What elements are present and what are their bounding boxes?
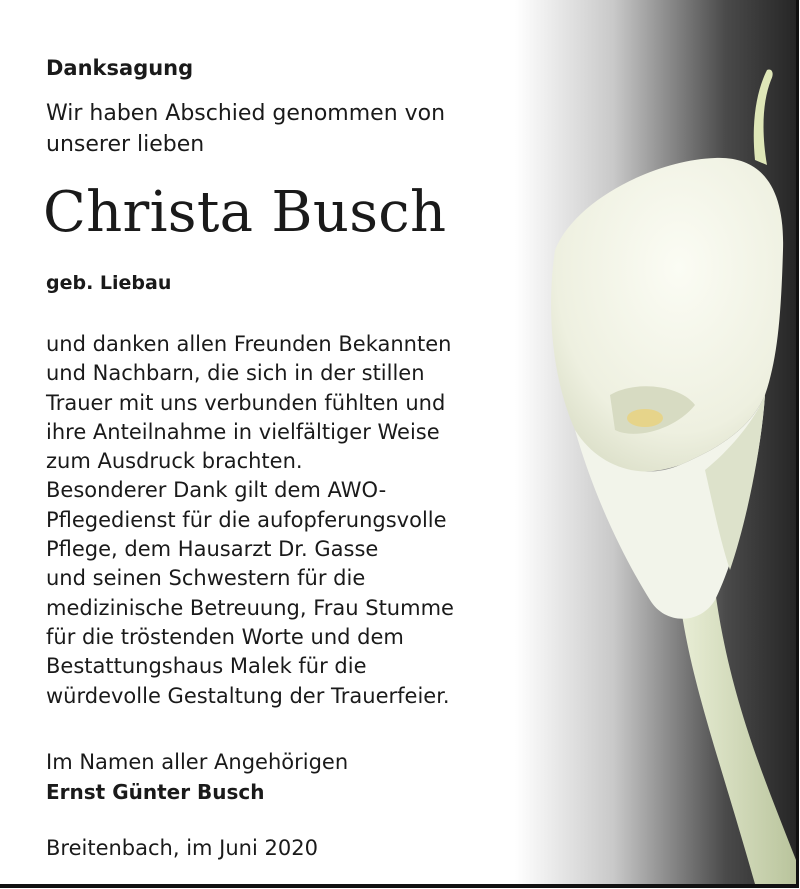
calla-lily-photo [515,0,796,884]
place-date: Breitenbach, im Juni 2020 [46,836,318,860]
birth-name: geb. Liebau [46,272,172,294]
thank-you-text: und danken allen Freunden Bekannten und Nachbarn, die sich in der stillen Trauer mit uns verbunden fühlten und ihre Anteilnahme in vielfältiger Weise zum Ausdruck brachten. Besonderer Dank gilt dem AWO- Pflegedienst für die aufopferungsvolle Pflege, dem Hausarzt Dr. Gasse und seinen Schwestern für die medizinische Betreuung, Frau Stumme für die tröstenden Worte und dem Bestattungshaus Malek für die würdevolle Gestaltung der Trauerfeier. [46,332,454,708]
intro-text: Wir haben Abschied genommen von unserer lieben [46,101,446,157]
signoff-line: Im Namen aller Angehörigen [46,750,349,774]
deceased-name: Christa Busch [43,180,447,245]
calla-lily-icon [515,0,796,884]
heading: Danksagung [46,56,194,80]
signoff-name: Ernst Günter Busch [46,780,265,804]
